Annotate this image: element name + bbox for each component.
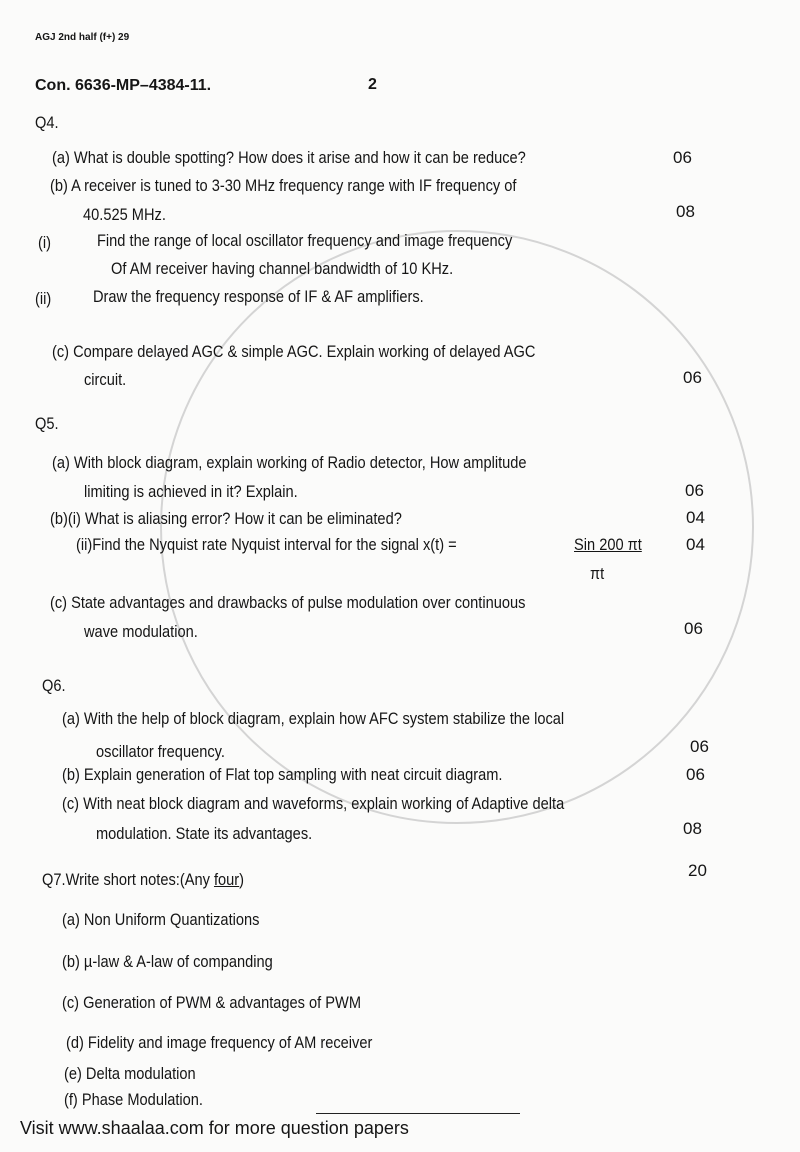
q5bii-marks: 04 [686,535,705,554]
q7-label-four: four [213,870,240,889]
q4bi-text-1: Find the range of local oscillator frequency and image frequency [97,231,513,250]
q7-item: (c) Generation of PWM & advantages of PWM [62,993,362,1012]
q6a-marks: 06 [690,737,709,756]
q6a-text-1: (a) With the help of block diagram, explain how AFC system stabilize the local [62,709,565,728]
q7-item: (f) Phase Modulation. [64,1090,203,1109]
q6-label: Q6. [42,676,66,695]
q4bi-text-2: Of AM receiver having channel bandwidth of 10 KHz. [111,259,454,278]
q4bii-label: (ii) [35,289,52,308]
q4b-marks: 08 [676,202,695,221]
paper-code: AGJ 2nd half (f+) 29 [35,32,130,43]
q6c-text-2: modulation. State its advantages. [96,824,313,843]
footer-link[interactable]: Visit www.shaalaa.com for more question papers [20,1118,409,1138]
q7-label-text: Q7.Write short notes:(Any [42,870,214,889]
q4a-marks: 06 [673,148,692,167]
q4-label: Q4. [35,113,59,132]
q7-item: (a) Non Uniform Quantizations [62,910,260,929]
q6b-text: (b) Explain generation of Flat top sampling with neat circuit diagram. [62,765,503,784]
q5a-text-1: (a) With block diagram, explain working of Radio detector, How amplitude [52,453,527,472]
q4c-text-2: circuit. [84,370,127,389]
q6c-text-1: (c) With neat block diagram and waveforms, explain working of Adaptive delta [62,794,565,813]
q5c-text-1: (c) State advantages and drawbacks of pulse modulation over continuous [50,593,526,612]
end-rule [316,1113,520,1114]
q4c-marks: 06 [683,368,702,387]
q7-item: (d) Fidelity and image frequency of AM receiver [66,1033,373,1052]
q7-marks: 20 [688,861,707,880]
q7-item: (e) Delta modulation [64,1064,196,1083]
q4bii-text: Draw the frequency response of IF & AF amplifiers. [93,287,424,306]
q5a-text-2: limiting is achieved in it? Explain. [84,482,298,501]
q5a-marks: 06 [685,481,704,500]
q5bii-numerator: Sin 200 πt [574,535,642,554]
q5bi-marks: 04 [686,508,705,527]
q5c-marks: 06 [684,619,703,638]
q7-item: (b) µ-law & A-law of companding [62,952,273,971]
q4bi-label: (i) [38,233,51,252]
q4b-text-1: (b) A receiver is tuned to 3-30 MHz frequency range with IF frequency of [50,176,517,195]
q5bii-text: (ii)Find the Nyquist rate Nyquist interval for the signal x(t) = [76,535,457,554]
q7-label-end: ) [239,870,245,889]
page-number: 2 [368,76,377,93]
q6c-marks: 08 [683,819,702,838]
q6a-text-2: oscillator frequency. [96,742,225,761]
q5-label: Q5. [35,414,59,433]
q5bii-denominator: πt [590,564,605,583]
q5c-text-2: wave modulation. [84,622,198,641]
q6b-marks: 06 [686,765,705,784]
q4a-text: (a) What is double spotting? How does it arise and how it can be reduce? [52,148,526,167]
q5bi-text: (b)(i) What is aliasing error? How it can be eliminated? [50,509,402,528]
q4c-text-1: (c) Compare delayed AGC & simple AGC. Explain working of delayed AGC [52,342,536,361]
q4b-text-2: 40.525 MHz. [83,205,166,224]
con-number: Con. 6636-MP–4384-11. [35,77,212,94]
q7-label [42,870,244,890]
